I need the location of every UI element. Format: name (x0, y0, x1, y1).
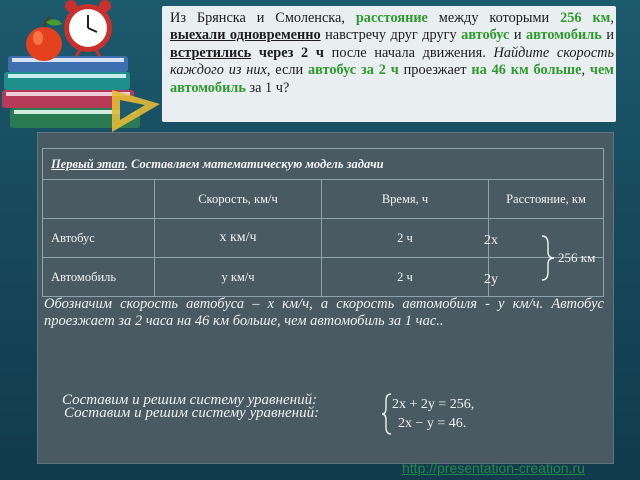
distance-column-header: Расстояние, км (489, 180, 604, 219)
table-title-row (43, 149, 604, 180)
problem-text-part: проезжает (398, 62, 472, 79)
table-row (43, 258, 604, 297)
time-column-header: Время, ч (322, 180, 489, 219)
distance-value-car: 2у (484, 272, 498, 287)
distance-value-bus: 2х (484, 233, 498, 248)
problem-emphasis: выехали одновременно (170, 27, 321, 44)
problem-highlight: чем автомобиль (170, 62, 615, 96)
problem-text-part: после начала движения. (323, 44, 494, 61)
problem-highlight: автобус за 2 ч (308, 62, 399, 79)
stage-label: Первый этап (51, 156, 125, 171)
problem-text-part: , (581, 62, 590, 79)
right-brace-icon (540, 234, 556, 282)
table-row (43, 219, 604, 258)
problem-text-part: навстречу друг другу (320, 27, 462, 44)
problem-text-part: и (601, 27, 614, 44)
equation-one: 2x + 2y = 256, (392, 397, 475, 412)
problem-statement (170, 10, 614, 97)
stage-description: . Составляем математическую модель задачи (124, 156, 384, 171)
system-label: Составим и решим систему уравнений: (62, 392, 318, 408)
row-name: Автомобиль (43, 258, 155, 297)
problem-text-part: , (610, 10, 614, 26)
model-table (42, 148, 604, 297)
problem-highlight: расстояние (355, 10, 428, 26)
school-illustration (0, 0, 175, 140)
problem-text-part: если (270, 62, 308, 79)
problem-text-part: и (509, 27, 526, 44)
speed-column-header: Скорость, км/ч (155, 180, 322, 219)
problem-question: Найдите скорость каждого из них, (170, 44, 615, 79)
problem-text-part: ? (282, 79, 290, 96)
time-cell: 2 ч (322, 258, 489, 297)
time-cell: 2 ч (322, 219, 489, 258)
problem-highlight: 256 км (560, 10, 611, 26)
speed-cell: х км/ч (155, 219, 322, 258)
table-title (43, 149, 604, 180)
apple-icon (26, 17, 62, 61)
problem-text-part: за 1 ч (245, 79, 283, 96)
problem-emphasis: встретились (170, 44, 252, 61)
table-header-row (43, 180, 604, 219)
total-distance-label: 256 км (558, 250, 596, 265)
row-name: Автобус (43, 219, 155, 258)
system-label-duplicate: Составим и решим систему уравнений: (64, 405, 320, 421)
problem-text-part: Из Брянска и Смоленска, (170, 10, 356, 26)
problem-emphasis: через 2 ч (251, 44, 324, 61)
equation-two: 2x − y = 46. (398, 416, 467, 431)
empty-header-cell (43, 180, 155, 219)
alarm-clock-icon (64, 0, 112, 56)
problem-text-part: между которыми (427, 10, 561, 26)
watermark-link[interactable]: http://presentation-creation.ru (402, 460, 585, 476)
problem-highlight: автомобиль (525, 27, 602, 44)
problem-highlight: на 46 км больше (471, 62, 582, 79)
speed-cell: у км/ч (155, 258, 322, 297)
problem-highlight: автобус (461, 27, 510, 44)
explanation-text: Обозначим скорость автобуса – х км/ч, а скорость автомобиля - у км/ч. Автобус проезжает за 2 часа на 46 км больше, чем автомобиль за 1 час.. (44, 296, 604, 329)
